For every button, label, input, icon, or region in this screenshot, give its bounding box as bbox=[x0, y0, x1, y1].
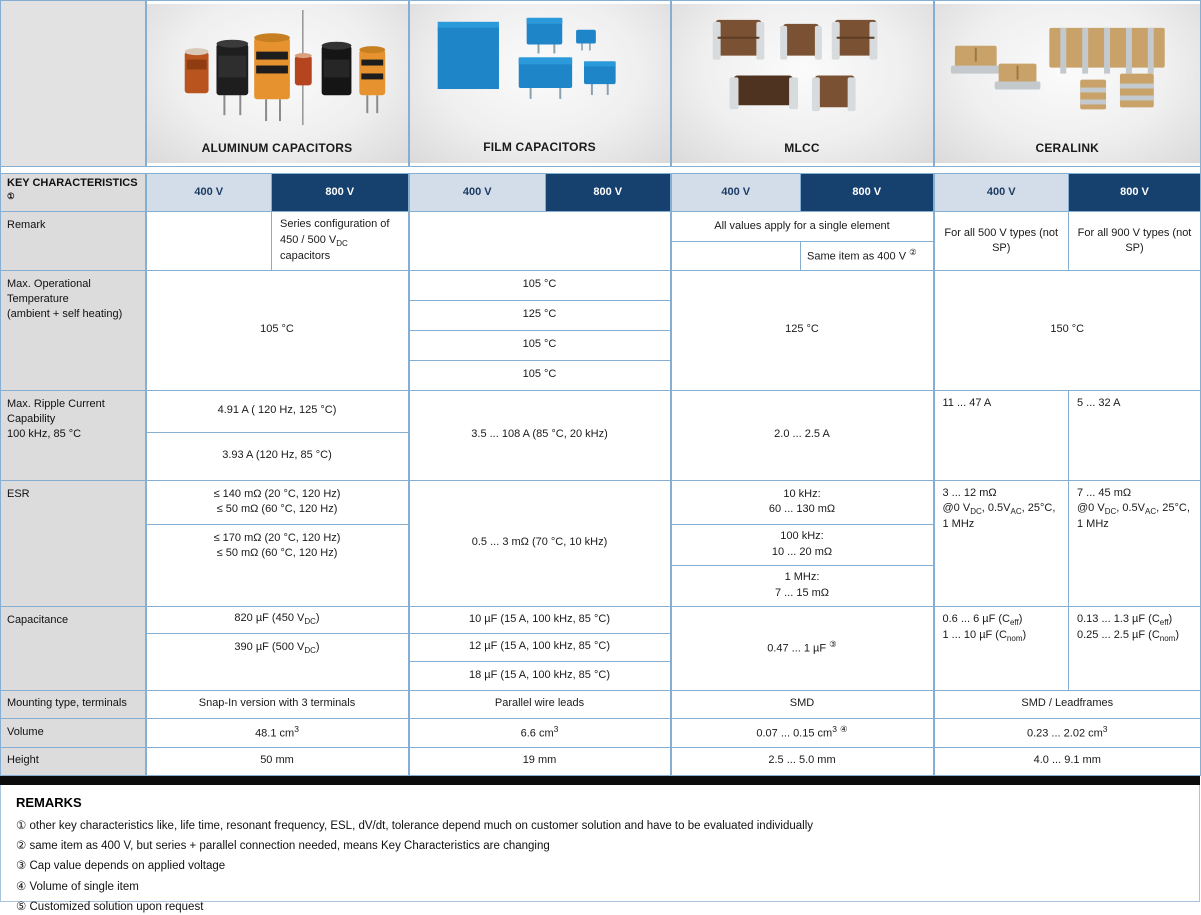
top-left-empty-cell bbox=[1, 1, 146, 167]
cell-ceralink-image bbox=[934, 1, 1201, 167]
cell-mlcc-height: 2.5 ... 5.0 mm bbox=[671, 747, 934, 775]
cell-aluminum-ripple-2: 3.93 A (120 Hz, 85 °C) bbox=[146, 432, 409, 480]
esr-row-1 bbox=[1, 480, 1201, 524]
cell-film-temperature-1: 105 °C bbox=[409, 270, 671, 300]
cell-aluminum-esr-1: ≤ 140 mΩ (20 °C, 120 Hz) ≤ 50 mΩ (60 °C, 120 Hz) bbox=[146, 480, 409, 524]
film-panel bbox=[410, 4, 670, 163]
cell-aluminum-capacitance-1: 820 µF (450 $V_{DC}$) bbox=[146, 606, 409, 633]
remarks-title: REMARKS bbox=[16, 794, 82, 810]
cell-ceralink-capacitance-800: 0.13 ... 1.3 µF $(C_{eff})$ 0.25 ... 2.5 µF $(C_{nom})$ bbox=[1069, 606, 1201, 690]
cell-ceralink-volume: 0.23 ... 2.02 $cm^3$ bbox=[934, 718, 1201, 747]
cell-film-mounting: Parallel wire leads bbox=[409, 690, 671, 718]
remark-note-1: ① other key characteristics like, life time, resonant frequency, ESL, dV/dt, tolerance depend much on customer solution and have to be evaluated individually bbox=[16, 819, 814, 832]
category-title-film: FILM CAPACITORS bbox=[483, 140, 596, 155]
header-film-800v: 800 V bbox=[546, 174, 671, 212]
remark-note-4: ④ Volume of single item bbox=[16, 880, 139, 893]
cell-ceralink-ripple-800: 5 ... 32 A bbox=[1069, 390, 1201, 480]
remark-row-1 bbox=[1, 212, 1201, 241]
cell-film-image bbox=[409, 1, 671, 167]
cell-film-ripple: 3.5 ... 108 A (85 °C, 20 kHz) bbox=[409, 390, 671, 480]
cell-film-volume: 6.6 $cm^3$ bbox=[409, 718, 671, 747]
cell-mlcc-capacitance: 0.47 ... 1 µF ③ bbox=[671, 606, 934, 690]
header-aluminum-400v: 400 V bbox=[146, 174, 272, 212]
cell-aluminum-volume: 48.1 $cm^3$ bbox=[146, 718, 409, 747]
cell-ceralink-capacitance-400: 0.6 ... 6 µF $(C_{eff})$ 1 ... 10 µF $(C_{nom})$ bbox=[934, 606, 1069, 690]
category-title-aluminum: ALUMINUM CAPACITORS bbox=[201, 140, 353, 155]
capacitance-row-1 bbox=[1, 606, 1201, 633]
mounting-label: Mounting type, terminals bbox=[1, 690, 146, 718]
cell-ceralink-mounting: SMD / Leadframes bbox=[934, 690, 1201, 718]
cell-film-temperature-3: 105 °C bbox=[409, 330, 671, 360]
ceralink-panel bbox=[935, 4, 1201, 163]
aluminum-panel bbox=[147, 4, 408, 163]
cell-ceralink-remark-400: For all 500 V types (not SP) bbox=[934, 212, 1069, 270]
category-title-mlcc: MLCC bbox=[784, 140, 820, 155]
cell-film-capacitance-1: 10 µF (15 A, 100 kHz, 85 °C) bbox=[409, 606, 671, 633]
cell-mlcc-ripple: 2.0 ... 2.5 A bbox=[671, 390, 934, 480]
cell-film-height: 19 mm bbox=[409, 747, 671, 775]
header-mlcc-800v: 800 V bbox=[801, 174, 934, 212]
spacer-row bbox=[1, 167, 1201, 174]
cell-film-capacitance-3: 18 µF (15 A, 100 kHz, 85 °C) bbox=[409, 661, 671, 690]
mounting-row bbox=[1, 690, 1201, 718]
cell-film-temperature-4: 105 °C bbox=[409, 360, 671, 390]
cell-film-temperature-2: 125 °C bbox=[409, 300, 671, 330]
ceralink-capacitors-photo bbox=[935, 4, 1201, 133]
category-title-ceralink: CERALINK bbox=[1035, 140, 1100, 155]
remark-label: Remark bbox=[1, 212, 146, 270]
product-image-row bbox=[1, 1, 1201, 167]
cell-aluminum-remark-800: Series configuration of 450 / 500 $V_{DC}$ capacitors bbox=[272, 212, 409, 270]
cell-aluminum-mounting: Snap-In version with 3 terminals bbox=[146, 690, 409, 718]
capacitance-label: Capacitance bbox=[1, 606, 146, 690]
cell-mlcc-esr-1: 10 kHz: 60 ... 130 mΩ bbox=[671, 480, 934, 524]
cell-mlcc-volume: 0.07 ... 0.15 $cm^3$ ④ bbox=[671, 718, 934, 747]
cell-aluminum-ripple-1: 4.91 A ( 120 Hz, 125 °C) bbox=[146, 390, 409, 432]
film-capacitors-photo bbox=[410, 4, 670, 133]
height-row bbox=[1, 747, 1201, 775]
esr-label: ESR bbox=[1, 480, 146, 606]
temperature-row-1 bbox=[1, 270, 1201, 300]
mlcc-chips-photo bbox=[672, 4, 933, 133]
remark-note-5: ⑤ Customized solution upon request bbox=[16, 901, 204, 914]
cell-ceralink-remark-800: For all 900 V types (not SP) bbox=[1069, 212, 1201, 270]
cell-aluminum-image bbox=[146, 1, 409, 167]
header-ceralink-800v: 800 V bbox=[1069, 174, 1201, 212]
max-temp-label: Max. Operational Temperature (ambient + self heating) bbox=[1, 270, 146, 390]
mlcc-panel bbox=[672, 4, 933, 163]
ripple-row-1 bbox=[1, 390, 1201, 432]
cell-mlcc-image bbox=[671, 1, 934, 167]
key-characteristics-label: KEY CHARACTERISTICS ① bbox=[1, 174, 146, 212]
volume-label: Volume bbox=[1, 718, 146, 747]
cell-mlcc-esr-2: 100 kHz: 10 ... 20 mΩ bbox=[671, 524, 934, 565]
voltage-header-row bbox=[1, 174, 1201, 212]
cell-mlcc-mounting: SMD bbox=[671, 690, 934, 718]
header-ceralink-400v: 400 V bbox=[934, 174, 1069, 212]
cell-film-esr: 0.5 ... 3 mΩ (70 °C, 10 kHz) bbox=[409, 480, 671, 606]
cell-mlcc-temperature: 125 °C bbox=[671, 270, 934, 390]
cell-ceralink-esr-400: 3 ... 12 mΩ @0 $V_{DC}$, $0.5V_{AC}$, 25°C, 1 MHz bbox=[934, 480, 1069, 606]
cell-mlcc-esr-3: 1 MHz: 7 ... 15 mΩ bbox=[671, 565, 934, 606]
cell-aluminum-esr-2: ≤ 170 mΩ (20 °C, 120 Hz) ≤ 50 mΩ (60 °C, 120 Hz) bbox=[146, 524, 409, 606]
header-mlcc-400v: 400 V bbox=[671, 174, 801, 212]
ripple-label: Max. Ripple Current Capability 100 kHz, 85 °C bbox=[1, 390, 146, 480]
remarks-section bbox=[0, 785, 1200, 914]
cell-ceralink-height: 4.0 ... 9.1 mm bbox=[934, 747, 1201, 775]
cell-ceralink-esr-800: 7 ... 45 mΩ @0 $V_{DC}$, $0.5V_{AC}$, 25°C, 1 MHz bbox=[1069, 480, 1201, 606]
header-film-400v: 400 V bbox=[409, 174, 546, 212]
header-aluminum-800v: 800 V bbox=[272, 174, 409, 212]
cell-aluminum-remark-400 bbox=[146, 212, 272, 270]
cell-mlcc-remark-span: All values apply for a single element bbox=[671, 212, 934, 241]
aluminum-capacitors-photo bbox=[147, 4, 408, 133]
black-separator-bar bbox=[0, 776, 1200, 785]
remark-note-2: ② same item as 400 V, but series + parallel connection needed, means Key Characteristics are changing bbox=[16, 840, 550, 853]
remark-note-3: ③ Cap value depends on applied voltage bbox=[16, 860, 226, 873]
cell-ceralink-temperature: 150 °C bbox=[934, 270, 1201, 390]
height-label: Height bbox=[1, 747, 146, 775]
cell-aluminum-capacitance-2: 390 µF (500 $V_{DC}$) bbox=[146, 633, 409, 690]
cell-film-capacitance-2: 12 µF (15 A, 100 kHz, 85 °C) bbox=[409, 633, 671, 661]
cell-aluminum-height: 50 mm bbox=[146, 747, 409, 775]
cell-aluminum-temperature: 105 °C bbox=[146, 270, 409, 390]
volume-row bbox=[1, 718, 1201, 747]
cell-ceralink-ripple-400: 11 ... 47 A bbox=[934, 390, 1069, 480]
cell-mlcc-remark-800: Same item as 400 V ② bbox=[801, 241, 934, 270]
cell-film-remark bbox=[409, 212, 671, 270]
cell-mlcc-remark-400 bbox=[671, 241, 801, 270]
